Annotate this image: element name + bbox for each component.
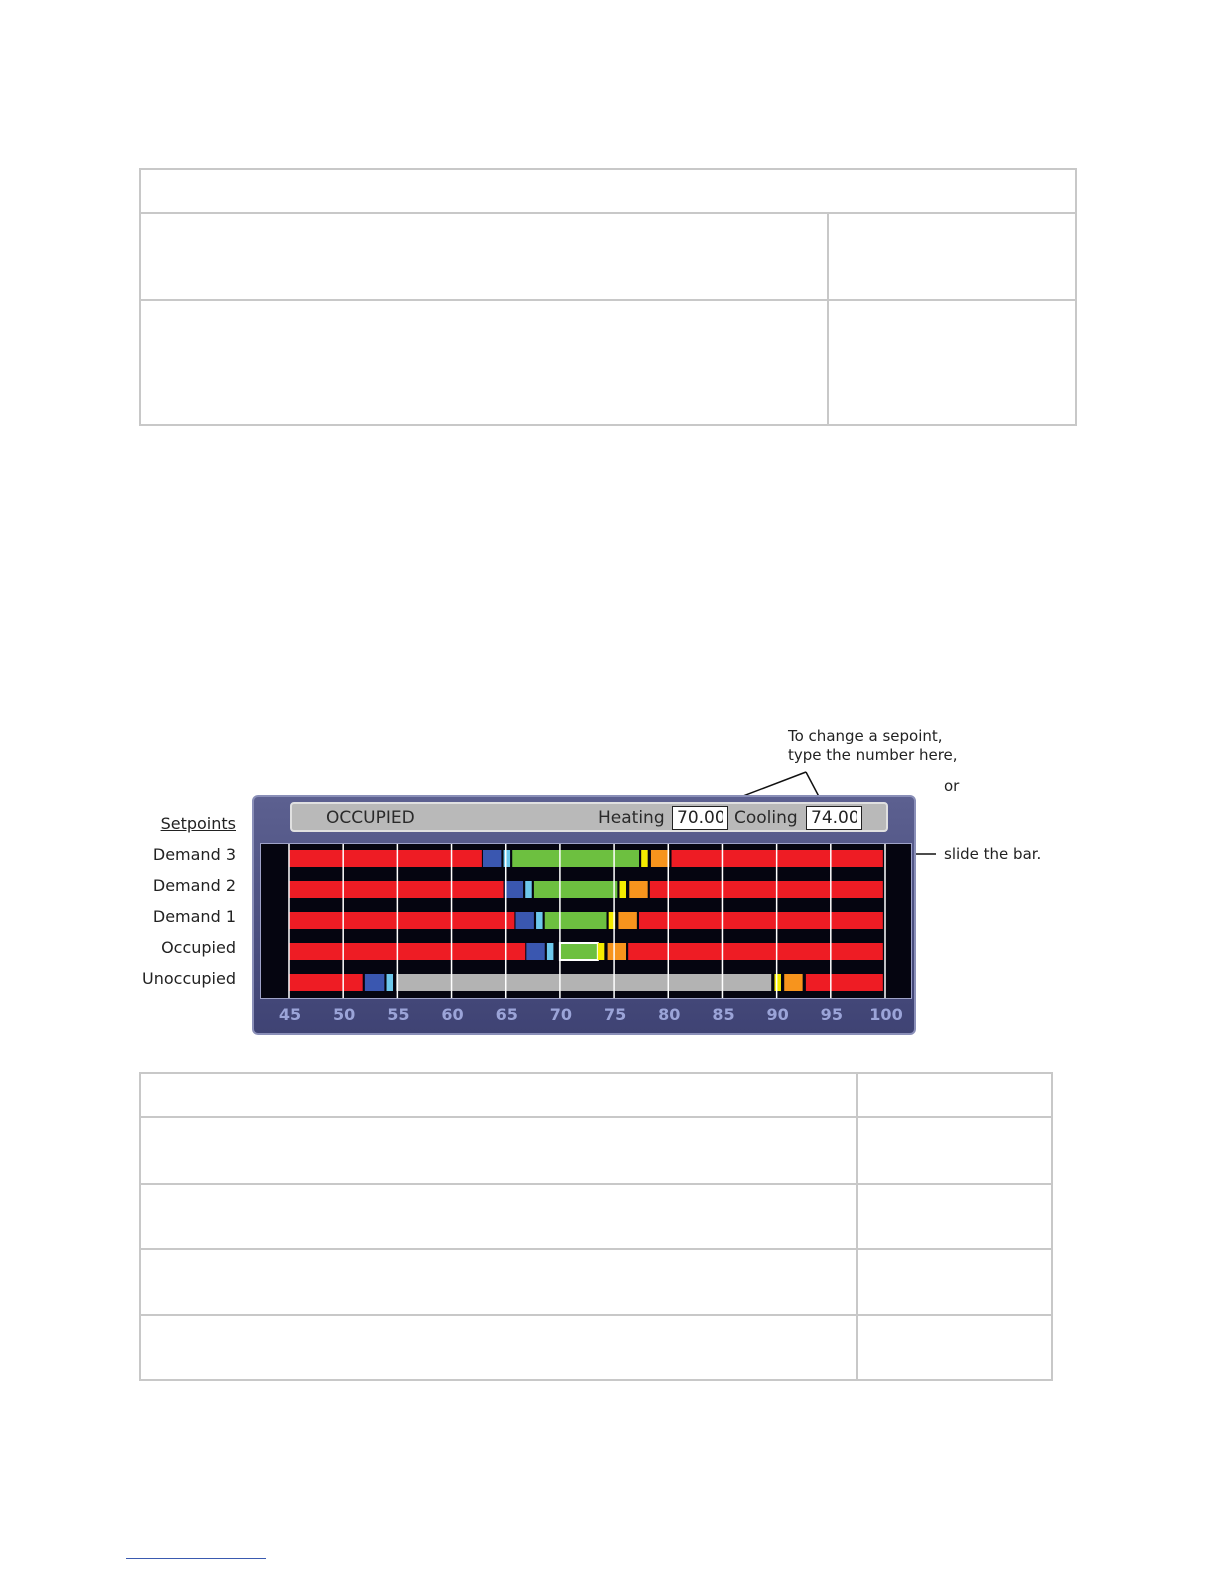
bar-segment-blue[interactable] bbox=[365, 974, 385, 991]
axis-tick-label: 75 bbox=[603, 1005, 627, 1024]
bar-segment-yellow[interactable] bbox=[641, 850, 648, 867]
row-label-demand-2: Demand 2 bbox=[152, 876, 236, 895]
bar-segment-green[interactable] bbox=[534, 881, 617, 898]
row-label-unoccupied: Unoccupied bbox=[142, 969, 236, 988]
bar-segment-gray bbox=[396, 974, 771, 991]
bar-segment-red bbox=[289, 974, 363, 991]
bar-segment-cyan[interactable] bbox=[525, 881, 532, 898]
bar-segment-blue[interactable] bbox=[526, 943, 544, 960]
bar-segment-red bbox=[639, 912, 883, 929]
axis-tick-label: 60 bbox=[441, 1005, 464, 1024]
mode-status: OCCUPIED bbox=[326, 808, 415, 828]
bar-segment-blue[interactable] bbox=[505, 881, 523, 898]
row-label-demand-3: Demand 3 bbox=[152, 845, 236, 864]
bar-segment-green[interactable] bbox=[512, 850, 639, 867]
footnote-separator bbox=[126, 1558, 266, 1559]
bar-segment-blue[interactable] bbox=[483, 850, 501, 867]
bar-segment-red bbox=[289, 850, 482, 867]
top-table-column-divider bbox=[827, 212, 829, 424]
axis-tick-label: 65 bbox=[495, 1005, 518, 1024]
mode-header-bar bbox=[290, 802, 888, 832]
bar-segment-blue[interactable] bbox=[515, 912, 533, 929]
axis-tick-label: 90 bbox=[766, 1005, 789, 1024]
bar-segment-red bbox=[628, 943, 883, 960]
bar-segment-yellow[interactable] bbox=[598, 943, 605, 960]
bar-segment-green[interactable] bbox=[560, 943, 598, 960]
setpoint-bars-chart[interactable] bbox=[261, 844, 911, 998]
annotation-or: or bbox=[944, 777, 960, 795]
setpoint-panel bbox=[252, 795, 916, 1035]
bar-segment-cyan[interactable] bbox=[387, 974, 394, 991]
bar-segment-red bbox=[289, 912, 514, 929]
axis-tick-label: 45 bbox=[278, 1005, 302, 1024]
bottom-table bbox=[139, 1072, 1053, 1381]
axis-tick-label: 70 bbox=[549, 1005, 573, 1024]
bar-segment-cyan[interactable] bbox=[536, 912, 543, 929]
annotation-slide-bar: slide the bar. bbox=[944, 845, 1042, 863]
setpoints-title: Setpoints bbox=[160, 814, 236, 833]
cooling-setpoint-input[interactable] bbox=[806, 806, 862, 830]
bottom-table-divider bbox=[141, 1248, 1051, 1250]
bar-segment-red bbox=[650, 881, 883, 898]
axis-tick-label: 85 bbox=[712, 1005, 735, 1024]
bar-segment-orange[interactable] bbox=[784, 974, 802, 991]
top-table bbox=[139, 168, 1077, 426]
heating-setpoint-input[interactable] bbox=[672, 806, 728, 830]
bar-segment-cyan[interactable] bbox=[547, 943, 554, 960]
bottom-table-column-divider bbox=[856, 1074, 858, 1379]
row-label-occupied: Occupied bbox=[161, 938, 236, 957]
bar-segment-orange[interactable] bbox=[618, 912, 636, 929]
bottom-table-divider bbox=[141, 1183, 1051, 1185]
bar-segment-red bbox=[289, 881, 504, 898]
row-label-demand-1: Demand 1 bbox=[152, 907, 236, 926]
axis-tick-label: 95 bbox=[820, 1005, 843, 1024]
axis-tick-label: 50 bbox=[333, 1005, 356, 1024]
bar-segment-red bbox=[806, 974, 883, 991]
setpoint-chart-area bbox=[260, 843, 912, 999]
cooling-label: Cooling bbox=[734, 808, 798, 828]
bar-segment-orange[interactable] bbox=[608, 943, 626, 960]
bar-segment-yellow[interactable] bbox=[620, 881, 627, 898]
bar-segment-cyan[interactable] bbox=[504, 850, 511, 867]
bar-segment-yellow[interactable] bbox=[774, 974, 781, 991]
bar-segment-red bbox=[289, 943, 525, 960]
top-table-divider bbox=[141, 299, 1075, 301]
setpoint-row-labels bbox=[120, 812, 236, 992]
bar-segment-orange[interactable] bbox=[651, 850, 669, 867]
axis-tick-label: 100 bbox=[869, 1005, 903, 1024]
axis-tick-label: 80 bbox=[658, 1005, 681, 1024]
bottom-table-divider bbox=[141, 1314, 1051, 1316]
annotation-type-number: type the number here, bbox=[788, 746, 958, 764]
bottom-table-divider bbox=[141, 1116, 1051, 1118]
bar-segment-orange[interactable] bbox=[629, 881, 647, 898]
heating-label: Heating bbox=[598, 808, 665, 828]
top-table-divider bbox=[141, 212, 1075, 214]
axis-tick-label: 55 bbox=[387, 1005, 410, 1024]
annotation-change-setpoint: To change a sepoint, bbox=[788, 727, 943, 745]
bar-segment-green[interactable] bbox=[545, 912, 607, 929]
